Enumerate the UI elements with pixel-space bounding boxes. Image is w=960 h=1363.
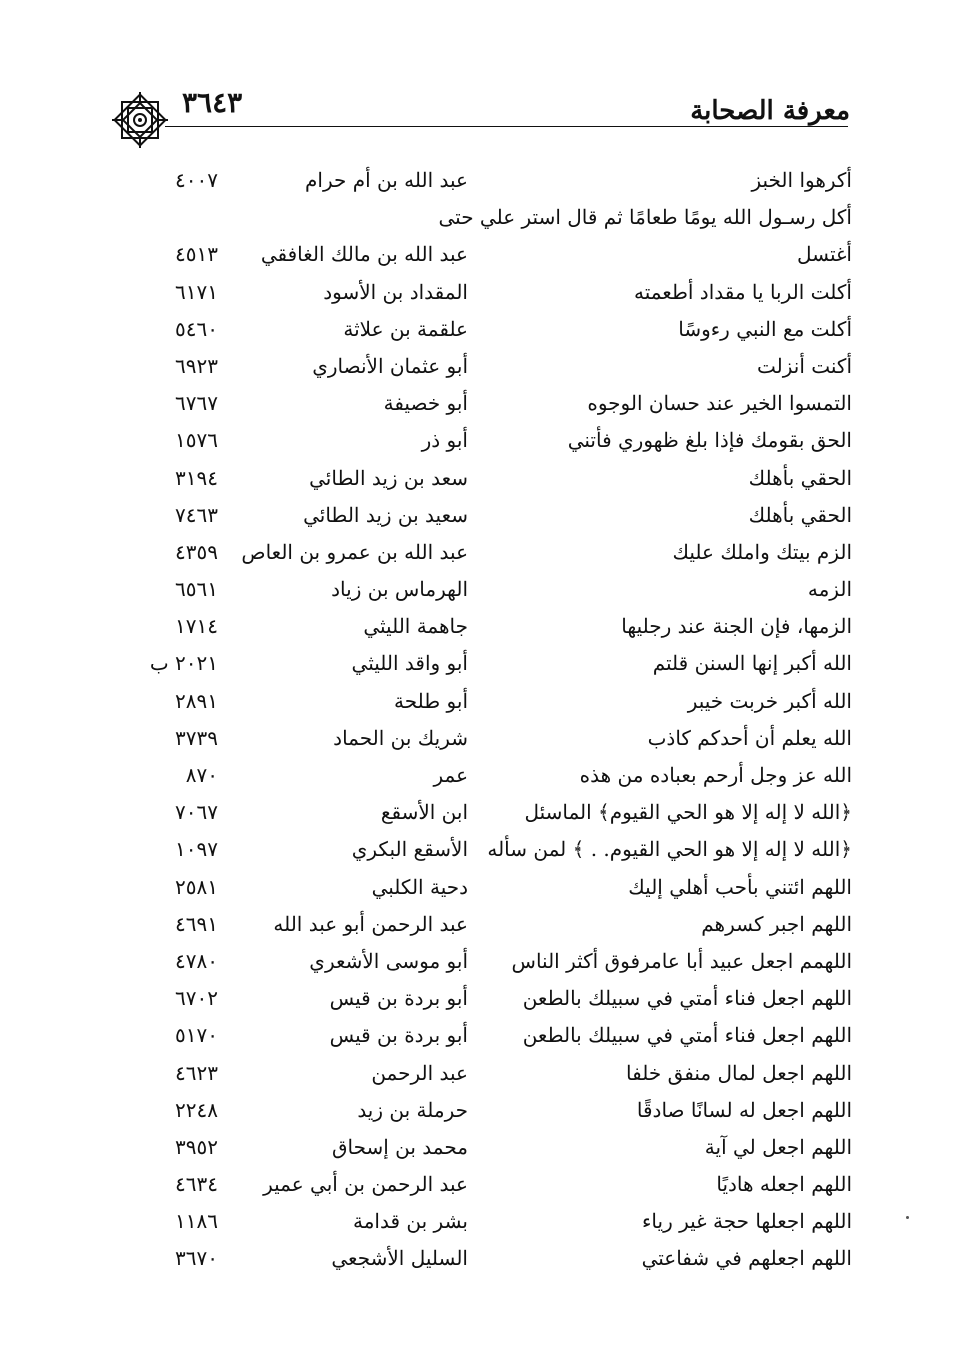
hadith-number: ٤٦٢٣ (175, 1060, 218, 1085)
table-row (0, 757, 960, 794)
hadith-text: أكنت أنزلت (757, 353, 852, 378)
narrator-name: سعيد بن زيد الطائي (303, 502, 468, 527)
hadith-number: ٢٠٢١ ب (149, 651, 218, 676)
table-row (0, 422, 960, 459)
hadith-number: ٦٩٢٣ (175, 353, 218, 378)
hadith-number: ٤٦٣٤ (175, 1172, 218, 1197)
table-row (0, 162, 960, 199)
table-row (0, 720, 960, 757)
table-row (0, 1203, 960, 1240)
hadith-text: الله أكبر إنها السنن قلتم (652, 651, 852, 676)
narrator-name: محمد بن إسحاق (331, 1134, 468, 1159)
hadith-text: الله يعلم أن أحدكم كاذب (647, 725, 852, 750)
table-row (0, 1092, 960, 1129)
hadith-number: ٤٣٥٩ (175, 539, 218, 564)
hadith-text: الزمها، فإن الجنة عند رجليها (621, 614, 852, 639)
narrator-name: السليل الأشجعي (331, 1246, 468, 1271)
page-header (0, 78, 960, 158)
index-table (0, 162, 960, 1278)
hadith-number: ٦٧٦٧ (175, 391, 218, 416)
narrator-name: بشر بن قدامة (353, 1209, 468, 1234)
table-row (0, 1240, 960, 1277)
narrator-name: أبو عثمان الأنصاري (312, 353, 468, 378)
table-row (0, 683, 960, 720)
hadith-text: أكل رسـول الله يومًا طعامًا ثم قال استر علي حتى (438, 205, 852, 230)
hadith-number: ٣٩٥٢ (175, 1134, 218, 1159)
table-row (0, 199, 960, 236)
table-row (0, 831, 960, 868)
narrator-name: عبد الرحمن (371, 1060, 468, 1085)
hadith-number: ٦٧٠٢ (175, 986, 218, 1011)
hadith-text: اللهم اجعل فناء أمتي في سبيلك بالطعن (522, 1023, 852, 1048)
table-row (0, 906, 960, 943)
table-row (0, 311, 960, 348)
hadith-text: اللهمم اجعل عبيد أبا عامرفوق أكثر الناس (511, 948, 852, 973)
hadith-text: ﴿الله لا إله إلا هو الحي القيوم. . ﴾ لمن سأله (487, 837, 852, 862)
table-row (0, 497, 960, 534)
table-row (0, 608, 960, 645)
narrator-name: الهرماس بن زياد (331, 577, 468, 602)
table-row (0, 460, 960, 497)
narrator-name: دحية الكلبي (371, 874, 468, 899)
hadith-text: الحق بقومك فإذا بلغ ظهوري فأتني (567, 428, 852, 453)
hadith-text: الزمه (807, 577, 852, 602)
hadith-number: ٤٥١٣ (175, 242, 218, 267)
narrator-name: أبو ذر (421, 428, 468, 453)
hadith-text: الزم بيتك واملك عليك (672, 539, 852, 564)
book-title: معرفة الصحابة (690, 96, 850, 126)
narrator-name: شريك بن الحماد (333, 725, 468, 750)
narrator-name: جاهمة الليثي (363, 614, 468, 639)
narrator-name: أبو بردة بن قيس (329, 986, 468, 1011)
hadith-number: ٣١٩٤ (175, 465, 218, 490)
scan-speck (906, 1216, 909, 1219)
narrator-name: الأسقع البكري (351, 837, 468, 862)
hadith-text: اللهم اجعله هاديًا (716, 1172, 852, 1197)
narrator-name: عبد الله بن عمرو بن العاص (241, 539, 468, 564)
hadith-number: ٧٤٦٣ (175, 502, 218, 527)
hadith-text: التمسوا الخير عند حسان الوجوه (587, 391, 852, 416)
hadith-text: أكرهوا الخبز (751, 168, 852, 192)
header-rule (165, 126, 848, 127)
star-ornament-icon (108, 88, 172, 152)
hadith-text: اللهم اجبر كسرهم (701, 911, 852, 936)
narrator-name: ابن الأسقع (380, 800, 468, 825)
narrator-name: أبو خصيفة (383, 391, 468, 416)
hadith-number: ٢٥٨١ (175, 874, 218, 899)
narrator-name: أبو طلحة (394, 688, 468, 713)
table-row (0, 1129, 960, 1166)
hadith-number: ١٧١٤ (175, 614, 218, 639)
narrator-name: المقداد بن الأسود (323, 279, 468, 304)
hadith-text: الله عز وجل أرحم بعباده من هذه (579, 763, 852, 787)
hadith-number: ٦١٧١ (175, 279, 218, 304)
narrator-name: عبد الرحمن أبو عبد الله (273, 911, 468, 936)
hadith-text: اللهم ائتني بأحب أهلي إليك (628, 874, 852, 899)
narrator-name: عمر (433, 763, 468, 787)
table-row (0, 571, 960, 608)
hadith-number: ١١٨٦ (175, 1209, 218, 1234)
narrator-name: عبد الله بن مالك الغافقي (260, 242, 468, 267)
narrator-name: عبد الله بن أم حرام (305, 168, 468, 192)
narrator-name: أبو واقد الليثي (351, 651, 468, 676)
hadith-text: اللهم اجعل لمال منفق خلفا (626, 1060, 852, 1085)
hadith-text: اللهم اجعل فناء أمتي في سبيلك بالطعن (522, 986, 852, 1011)
hadith-number: ٤٧٨٠ (175, 948, 218, 973)
hadith-number: ٨٧٠ (185, 763, 218, 787)
table-row (0, 794, 960, 831)
table-row (0, 980, 960, 1017)
hadith-number: ٣٧٣٩ (175, 725, 218, 750)
hadith-number: ٧٠٦٧ (175, 800, 218, 825)
hadith-text: ﴿الله لا إله إلا هو الحي القيوم﴾ الماسئل (524, 800, 852, 825)
hadith-number: ٢٨٩١ (175, 688, 218, 713)
hadith-text: اللهم اجعل له لسانًا صادقًا (636, 1097, 852, 1122)
narrator-name: عبد الرحمن بن أبي عمير (263, 1172, 468, 1197)
table-row (0, 348, 960, 385)
table-row (0, 869, 960, 906)
table-row (0, 1166, 960, 1203)
hadith-number: ٢٢٤٨ (175, 1097, 218, 1122)
hadith-text: أكلت الربا يا مقداد أطعمته (633, 279, 852, 304)
table-row (0, 1055, 960, 1092)
hadith-number: ٤٠٠٧ (175, 168, 218, 192)
hadith-number: ٤٦٩١ (175, 911, 218, 936)
table-row (0, 385, 960, 422)
hadith-number: ٥٤٦٠ (175, 316, 218, 341)
table-row (0, 1017, 960, 1054)
table-row (0, 943, 960, 980)
hadith-text: الحقي بأهلك (748, 502, 852, 527)
narrator-name: أبو بردة بن قيس (329, 1023, 468, 1048)
narrator-name: علقمة بن علاثة (343, 316, 468, 341)
hadith-text: الله أكبر خربت خيبر (687, 688, 852, 713)
hadith-text: أكلت مع النبي رءوسًا (678, 316, 852, 341)
hadith-text: أغتسل (796, 242, 852, 267)
table-row (0, 236, 960, 273)
hadith-text: اللهم اجعلها حجة غير رياء (642, 1209, 852, 1234)
table-row (0, 645, 960, 682)
hadith-text: اللهم اجعل لي آية (704, 1134, 852, 1159)
hadith-text: الحقي بأهلك (748, 465, 852, 490)
hadith-number: ١٥٧٦ (175, 428, 218, 453)
table-row (0, 534, 960, 571)
hadith-number: ١٠٩٧ (175, 837, 218, 862)
hadith-number: ٥١٧٠ (175, 1023, 218, 1048)
narrator-name: سعد بن زيد الطائي (309, 465, 468, 490)
page-number: ٣٦٤٣ (182, 86, 243, 119)
hadith-text: اللهم اجعلهم في شفاعتي (641, 1246, 852, 1271)
table-row (0, 274, 960, 311)
narrator-name: حرملة بن زيد (357, 1097, 468, 1122)
hadith-number: ٣٦٧٠ (175, 1246, 218, 1271)
hadith-number: ٦٥٦١ (175, 577, 218, 602)
narrator-name: أبو موسى الأشعري (309, 948, 468, 973)
